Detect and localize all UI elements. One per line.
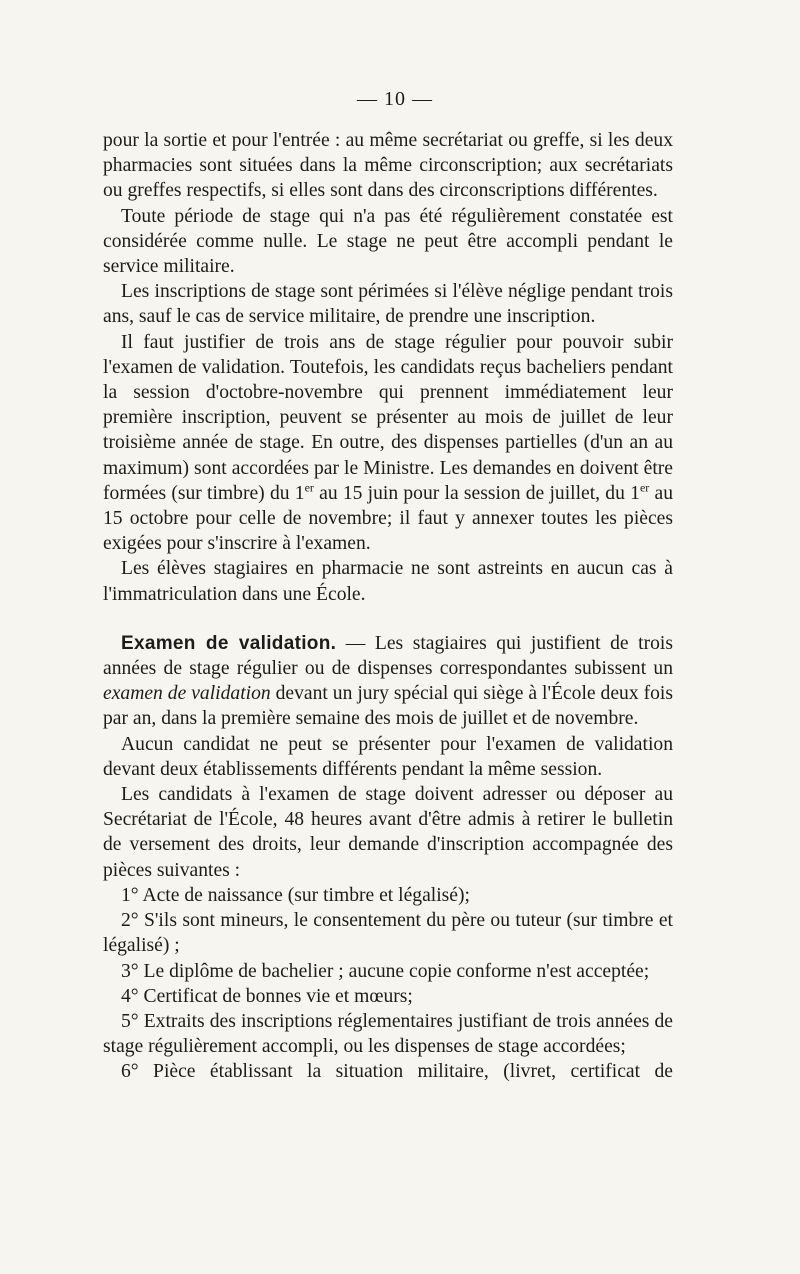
list-item: 2° S'ils sont mineurs, le consentement du père ou tuteur (sur timbre et légalisé) ; (103, 910, 673, 957)
paragraph: Aucun candidat ne peut se présenter pour l'examen de validation devant deux établissements différents pendant la même session. (103, 733, 673, 780)
list-item: 4° Certificat de bonnes vie et mœurs; (121, 985, 413, 1007)
page-body (103, 128, 673, 1085)
paragraph: Les candidats à l'examen de stage doivent adresser ou déposer au Secrétariat de l'École, 48 heures avant d'être admis à retirer le bulletin de versement des droits, leur demande d'inscription accompagnée des pièces suivantes : (103, 784, 673, 881)
italic-term: examen de validation (103, 683, 271, 705)
text-run: au 15 juin pour la session de juillet, du 1 (313, 482, 640, 504)
list-item: 5° Extraits des inscriptions réglementaires justifiant de trois années de stage régulièrement accompli, ou les dispenses de stage accordées; (103, 1010, 673, 1058)
superscript: er (639, 480, 650, 495)
page-number: — 10 — (357, 88, 433, 110)
text-run: — Les stagiaires qui justifient de trois années de stage régulier ou de dispenses correspondantes subissent un (103, 632, 673, 680)
section-spacer (103, 607, 673, 631)
text-run: Il faut justifier de trois ans de stage régulier pour pouvoir subir l'examen de validation. Toutefois, les candidats reçus bacheliers pendant la session d'octobre-novembre qui prennent immédiatement leur première inscription, peuvent se présenter au mois de juillet de leur troisième année de stage. En outre, des dispenses partielles (d'un an au maximum) sont accordées par le Ministre. Les demandes en doivent être formées (sur timbre) du 1 (103, 331, 673, 504)
superscript: er (304, 480, 314, 495)
text-run: devant un jury spécial qui siège à l'École deux fois par an, dans la première semaine des mois de juillet et de novembre. (103, 683, 673, 730)
paragraph: Les élèves stagiaires en pharmacie ne sont astreints en aucun cas à l'immatriculation dans une École. (103, 558, 673, 605)
text-run: au 15 octobre pour celle de novembre; il faut y annexer toutes les pièces exigées pour s'inscrire à l'examen. (103, 482, 673, 555)
paragraph (103, 330, 673, 557)
paragraph: pour la sortie et pour l'entrée : au même secrétariat ou greffe, si les deux pharmacies sont situées dans la même circonscription; aux secrétariats ou greffes respectifs, si elles sont dans des circonscriptions différentes. (103, 130, 673, 202)
list-item: 1° Acte de naissance (sur timbre et légalisé); (121, 884, 470, 906)
list-item: 3° Le diplôme de bachelier ; aucune copie conforme n'est acceptée; (121, 960, 650, 982)
list-item: 6° Pièce établissant la situation militaire, (livret, certificat de (121, 1061, 673, 1083)
section-title: Examen de validation. (121, 632, 337, 654)
paragraph: Toute période de stage qui n'a pas été régulièrement constatée est considérée comme nulle. Le stage ne peut être accompli pendant le service militaire. (103, 205, 673, 278)
paragraph: Les inscriptions de stage sont périmées si l'élève néglige pendant trois ans, sauf le cas de service militaire, de prendre une inscription. (103, 281, 673, 328)
section-paragraph (103, 631, 673, 732)
